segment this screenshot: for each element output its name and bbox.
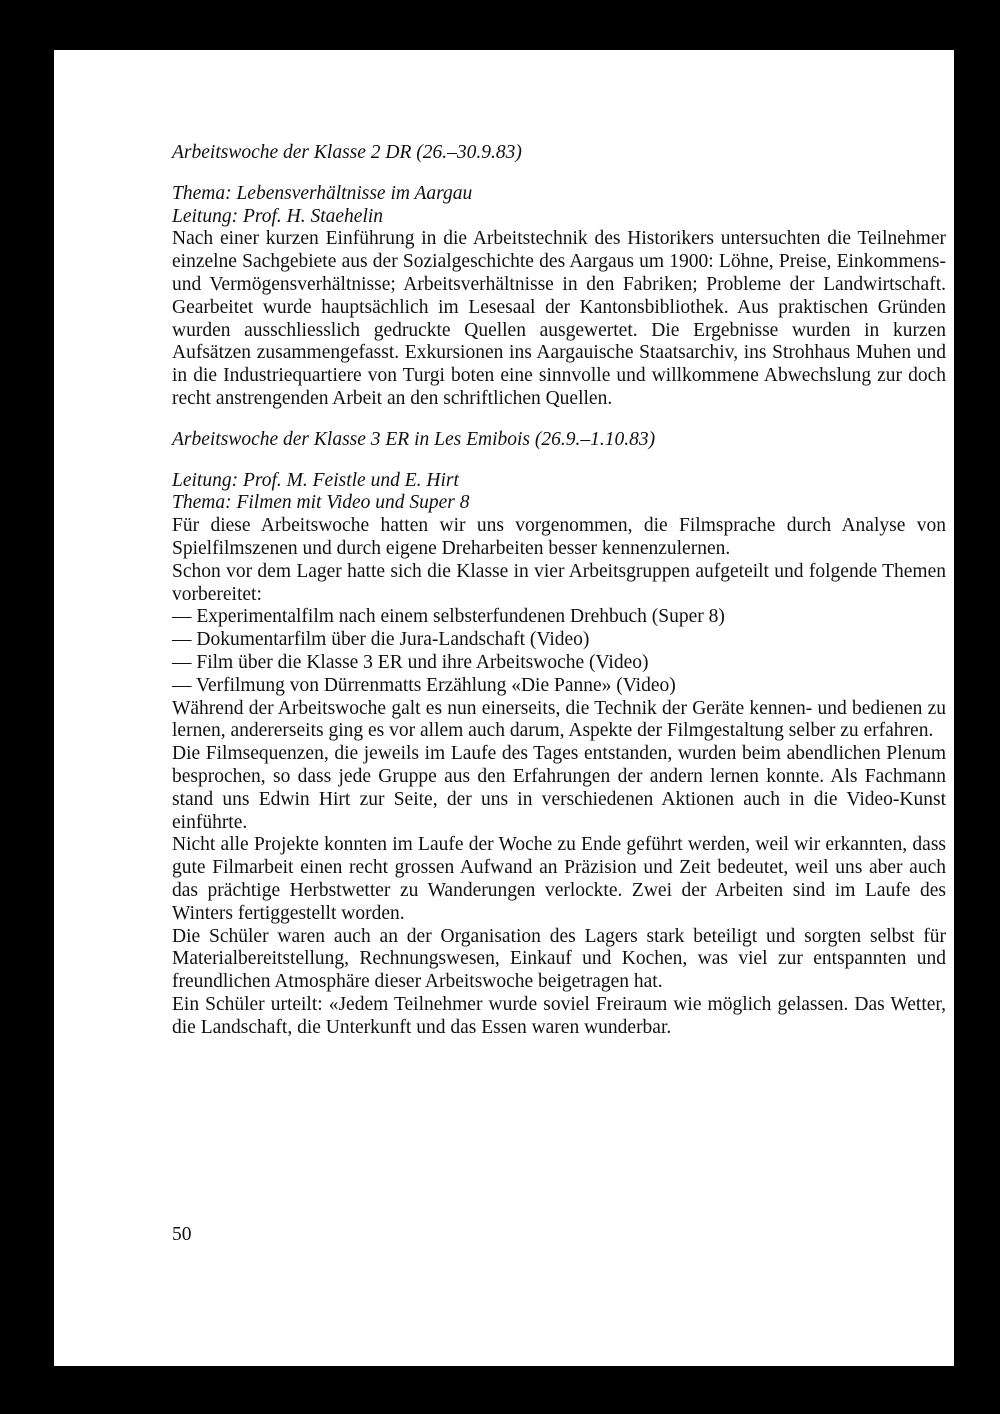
section2-lead: Leitung: Prof. M. Feistle und E. Hirt	[172, 469, 459, 491]
section2-groups-intro: Schon vor dem Lager hatte sich die Klasse in vier Arbeitsgruppen aufgeteilt und folgende Themen vorbereitet:	[172, 560, 946, 605]
section1-body: Nach einer kurzen Einführung in die Arbeitstechnik des Historikers untersuchten die Teilnehmer einzelne Sachgebiete aus der Sozialgeschichte des Aargaus um 1900: Löhne, Preise, Einkommens- und Vermögensverhältnisse; Arbeitsverhältnisse in den Fabriken; Probleme der Landwirtschaft. Gearbeitet wurde hauptsächlich im Lesesaal der Kantonsbibliothek. Aus praktischen Gründen wurden ausschliesslich gedruckte Quellen ausgewertet. Die Ergebnisse wurden in kurzen Aufsätzen zusammengefasst. Exkursionen ins Aargauische Staatsarchiv, ins Strohhaus Muhen und in die Industriequartiere von Turgi boten eine sinnvolle und willkommene Abwechslung zur doch recht anstrengenden Arbeit an den schriftlichen Quellen.	[172, 228, 946, 409]
section2-paragraph: Die Filmsequenzen, die jeweils im Laufe des Tages entstanden, wurden beim abendlichen Plenum besprochen, so dass jede Gruppe aus den Erfahrungen der andern lernen konnte. Als Fachmann stand uns Edwin Hirt zur Seite, der uns in verschiedenen Aktionen auch in die Video-Kunst einführte.	[172, 743, 946, 833]
section2-heading: Arbeitswoche der Klasse 3 ER in Les Emibois (26.9.–1.10.83)	[172, 428, 656, 450]
list-item: — Film über die Klasse 3 ER und ihre Arbeitswoche (Video)	[172, 651, 649, 673]
section2-paragraph: Nicht alle Projekte konnten im Laufe der Woche zu Ende geführt werden, weil wir erkannten, dass gute Filmarbeit einen recht grossen Aufwand an Präzision und Zeit bedeutet, weil uns aber auch das prächtige Herbstwetter zu Wanderungen verlockte. Zwei der Arbeiten sind im Laufe des Winters fertiggestellt worden.	[172, 834, 946, 924]
section1-theme: Thema: Lebensverhältnisse im Aargau	[172, 182, 473, 204]
section2-intro: Für diese Arbeitswoche hatten wir uns vorgenommen, die Filmsprache durch Analyse von Spielfilmszenen und durch eigene Dreharbeiten besser kennenzulernen.	[172, 515, 946, 559]
section2-paragraph: Während der Arbeitswoche galt es nun einerseits, die Technik der Geräte kennen- und bedienen zu lernen, andererseits ging es vor allem auch darum, Aspekte der Filmgestaltung selber zu erfahren.	[172, 697, 946, 742]
list-item: — Dokumentarfilm über die Jura-Landschaft (Video)	[172, 629, 590, 651]
section2-theme: Thema: Filmen mit Video und Super 8	[172, 492, 470, 514]
page-number: 50	[172, 1224, 192, 1245]
list-item: — Verfilmung von Dürrenmatts Erzählung «Die Panne» (Video)	[172, 674, 676, 696]
topic-list	[172, 606, 946, 697]
document-page	[54, 50, 954, 1366]
section1-lead: Leitung: Prof. H. Staehelin	[172, 205, 384, 227]
page-content	[172, 142, 946, 1039]
list-item: — Experimentalfilm nach einem selbsterfundenen Drehbuch (Super 8)	[172, 606, 725, 628]
section1-heading: Arbeitswoche der Klasse 2 DR (26.–30.9.83)	[172, 142, 522, 163]
section2-paragraph: Die Schüler waren auch an der Organisation des Lagers stark beteiligt und sorgten selbst für Materialbereitstellung, Rechnungswesen, Einkauf und Kochen, was viel zur entspannten und freundlichen Atmosphäre dieser Arbeitswoche beigetragen hat.	[172, 925, 946, 993]
section2-paragraph: Ein Schüler urteilt: «Jedem Teilnehmer wurde soviel Freiraum wie möglich gelassen. Das Wetter, die Landschaft, die Unterkunft und das Essen waren wunderbar.	[172, 993, 946, 1038]
